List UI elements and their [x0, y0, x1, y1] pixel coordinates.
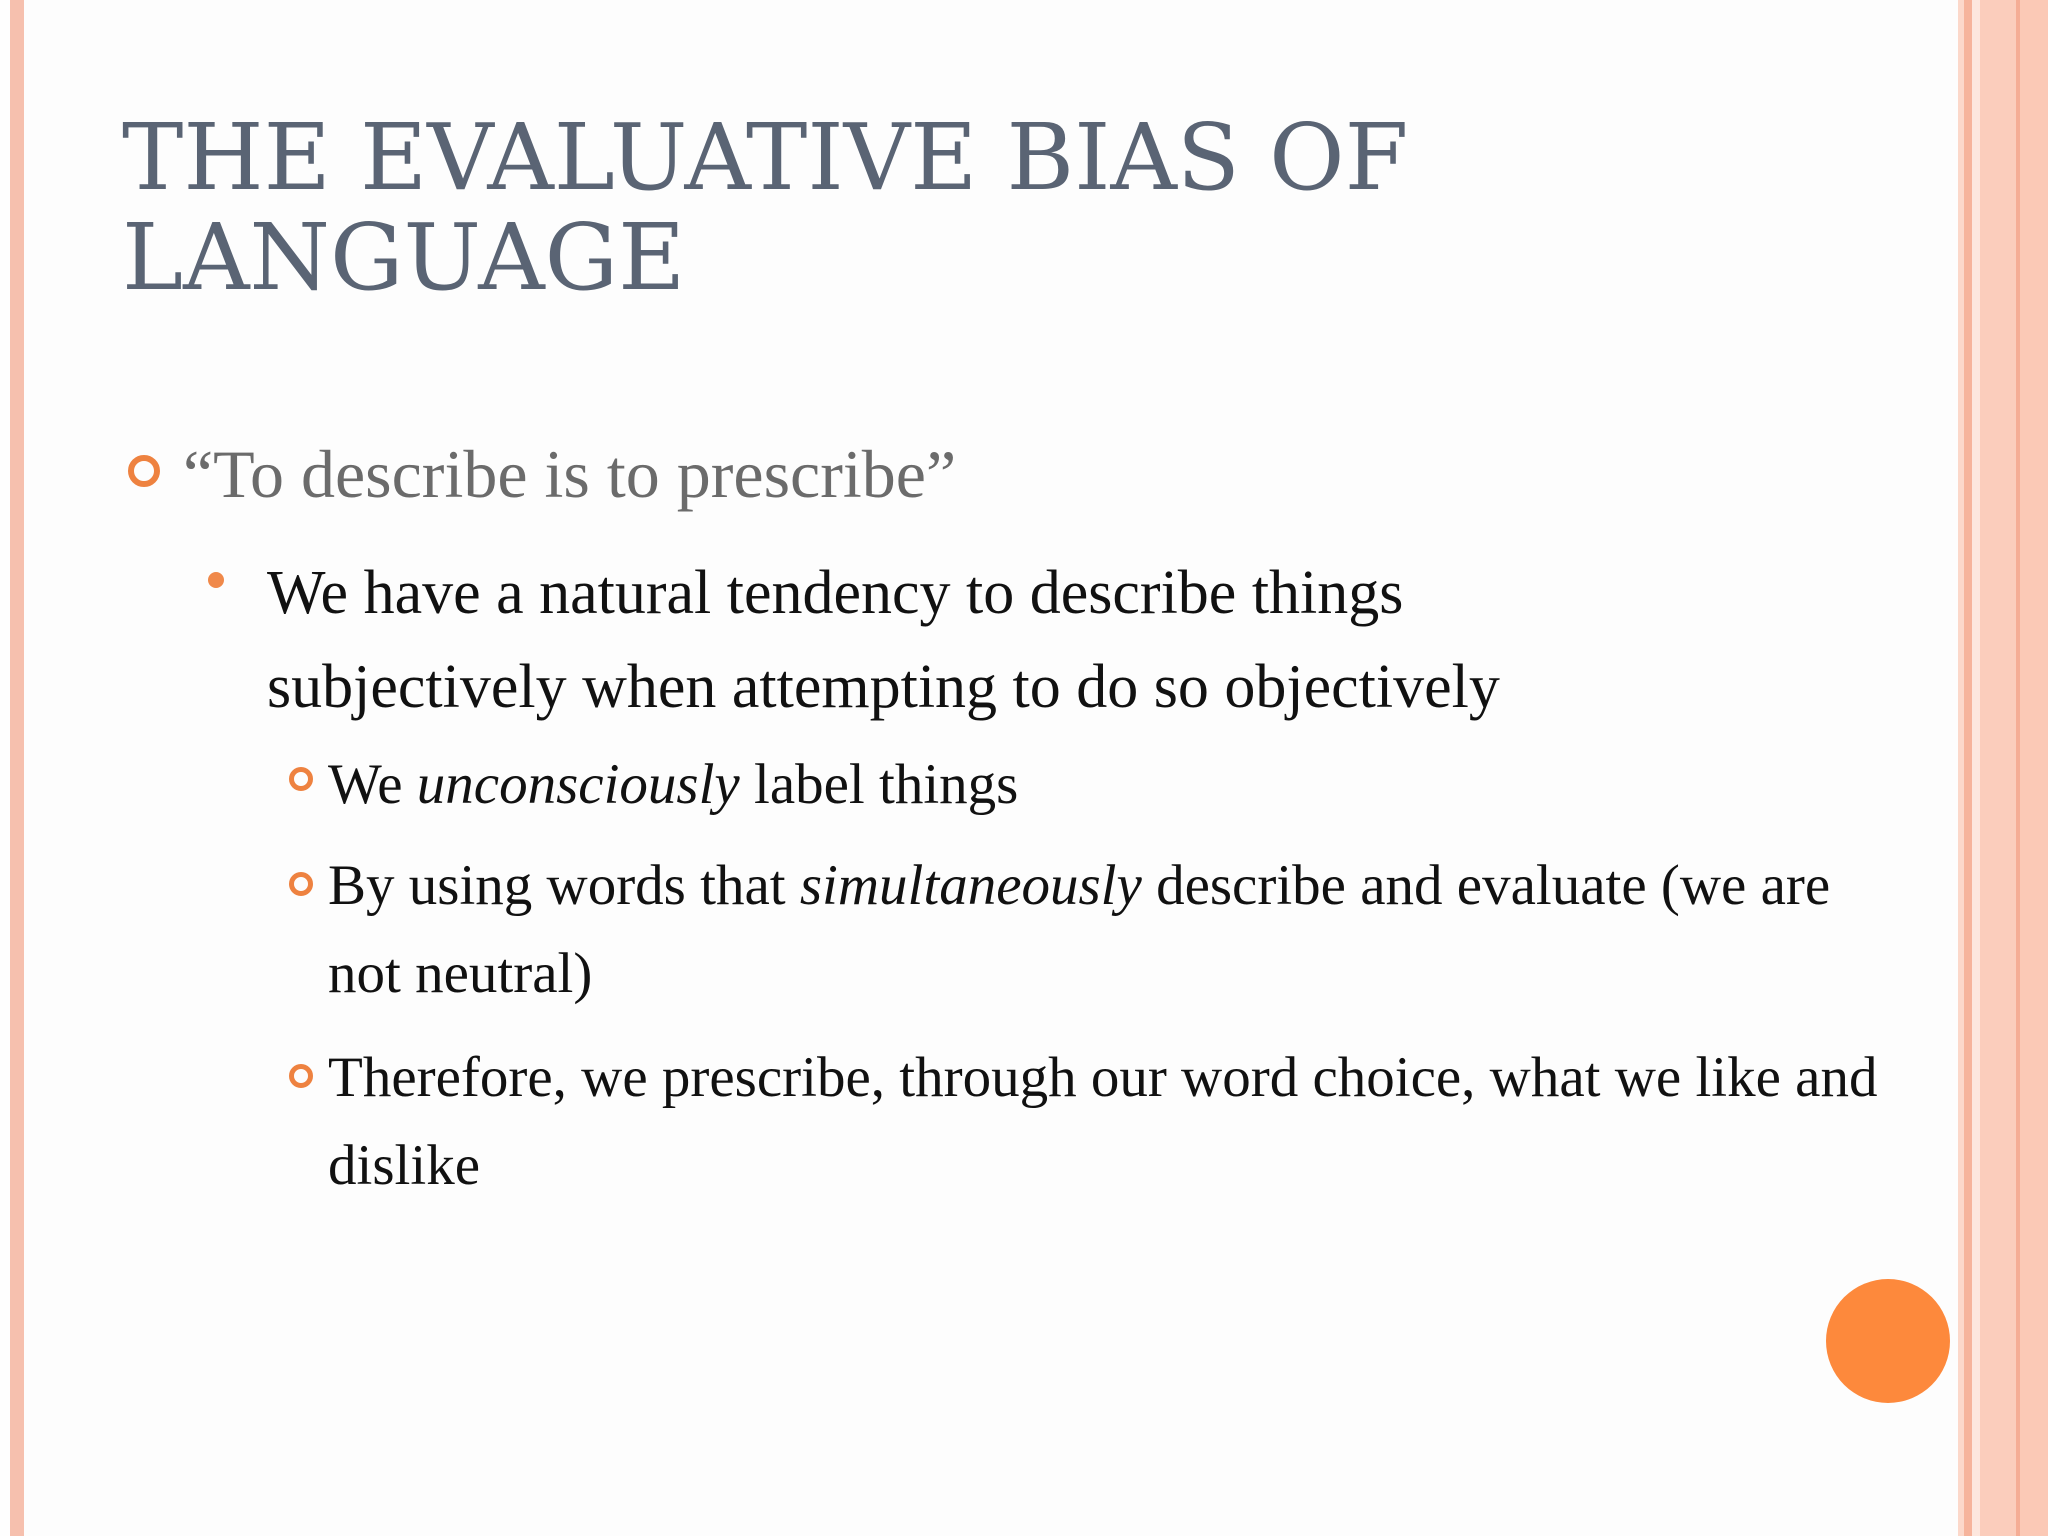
hollow-circle-icon	[289, 767, 313, 791]
sub-bullet-simultaneously	[328, 842, 1908, 1018]
orange-circle-decoration	[1826, 1279, 1950, 1403]
emphasis-text: unconsciously	[416, 753, 740, 816]
filled-dot-icon	[208, 572, 224, 588]
emphasis-text: simultaneously	[799, 854, 1142, 917]
hollow-circle-icon	[289, 1064, 313, 1088]
sub-bullet-text: We	[328, 753, 417, 816]
hollow-circle-icon	[289, 872, 313, 896]
bullet-quote: “To describe is to prescribe”	[183, 436, 957, 512]
bullet-natural-tendency: We have a natural tendency to describe things subjectively when attempting to do so objectively	[267, 559, 1500, 721]
sub-bullet-text: describe and evaluate (we are not neutral)	[328, 854, 1831, 1005]
sub-bullet-text: Therefore, we prescribe, through our word choice, what we like and dislike	[328, 1046, 1878, 1197]
sub-bullet-therefore	[328, 1034, 1928, 1210]
sub-bullet-unconsciously	[328, 741, 1928, 829]
hollow-circle-icon	[128, 455, 160, 487]
sub-bullet-text: By using words that	[328, 854, 800, 917]
sub-bullet-text: label things	[739, 753, 1019, 816]
slide-title: THE EVALUATIVE BIAS OF LANGUAGE	[122, 104, 1409, 311]
